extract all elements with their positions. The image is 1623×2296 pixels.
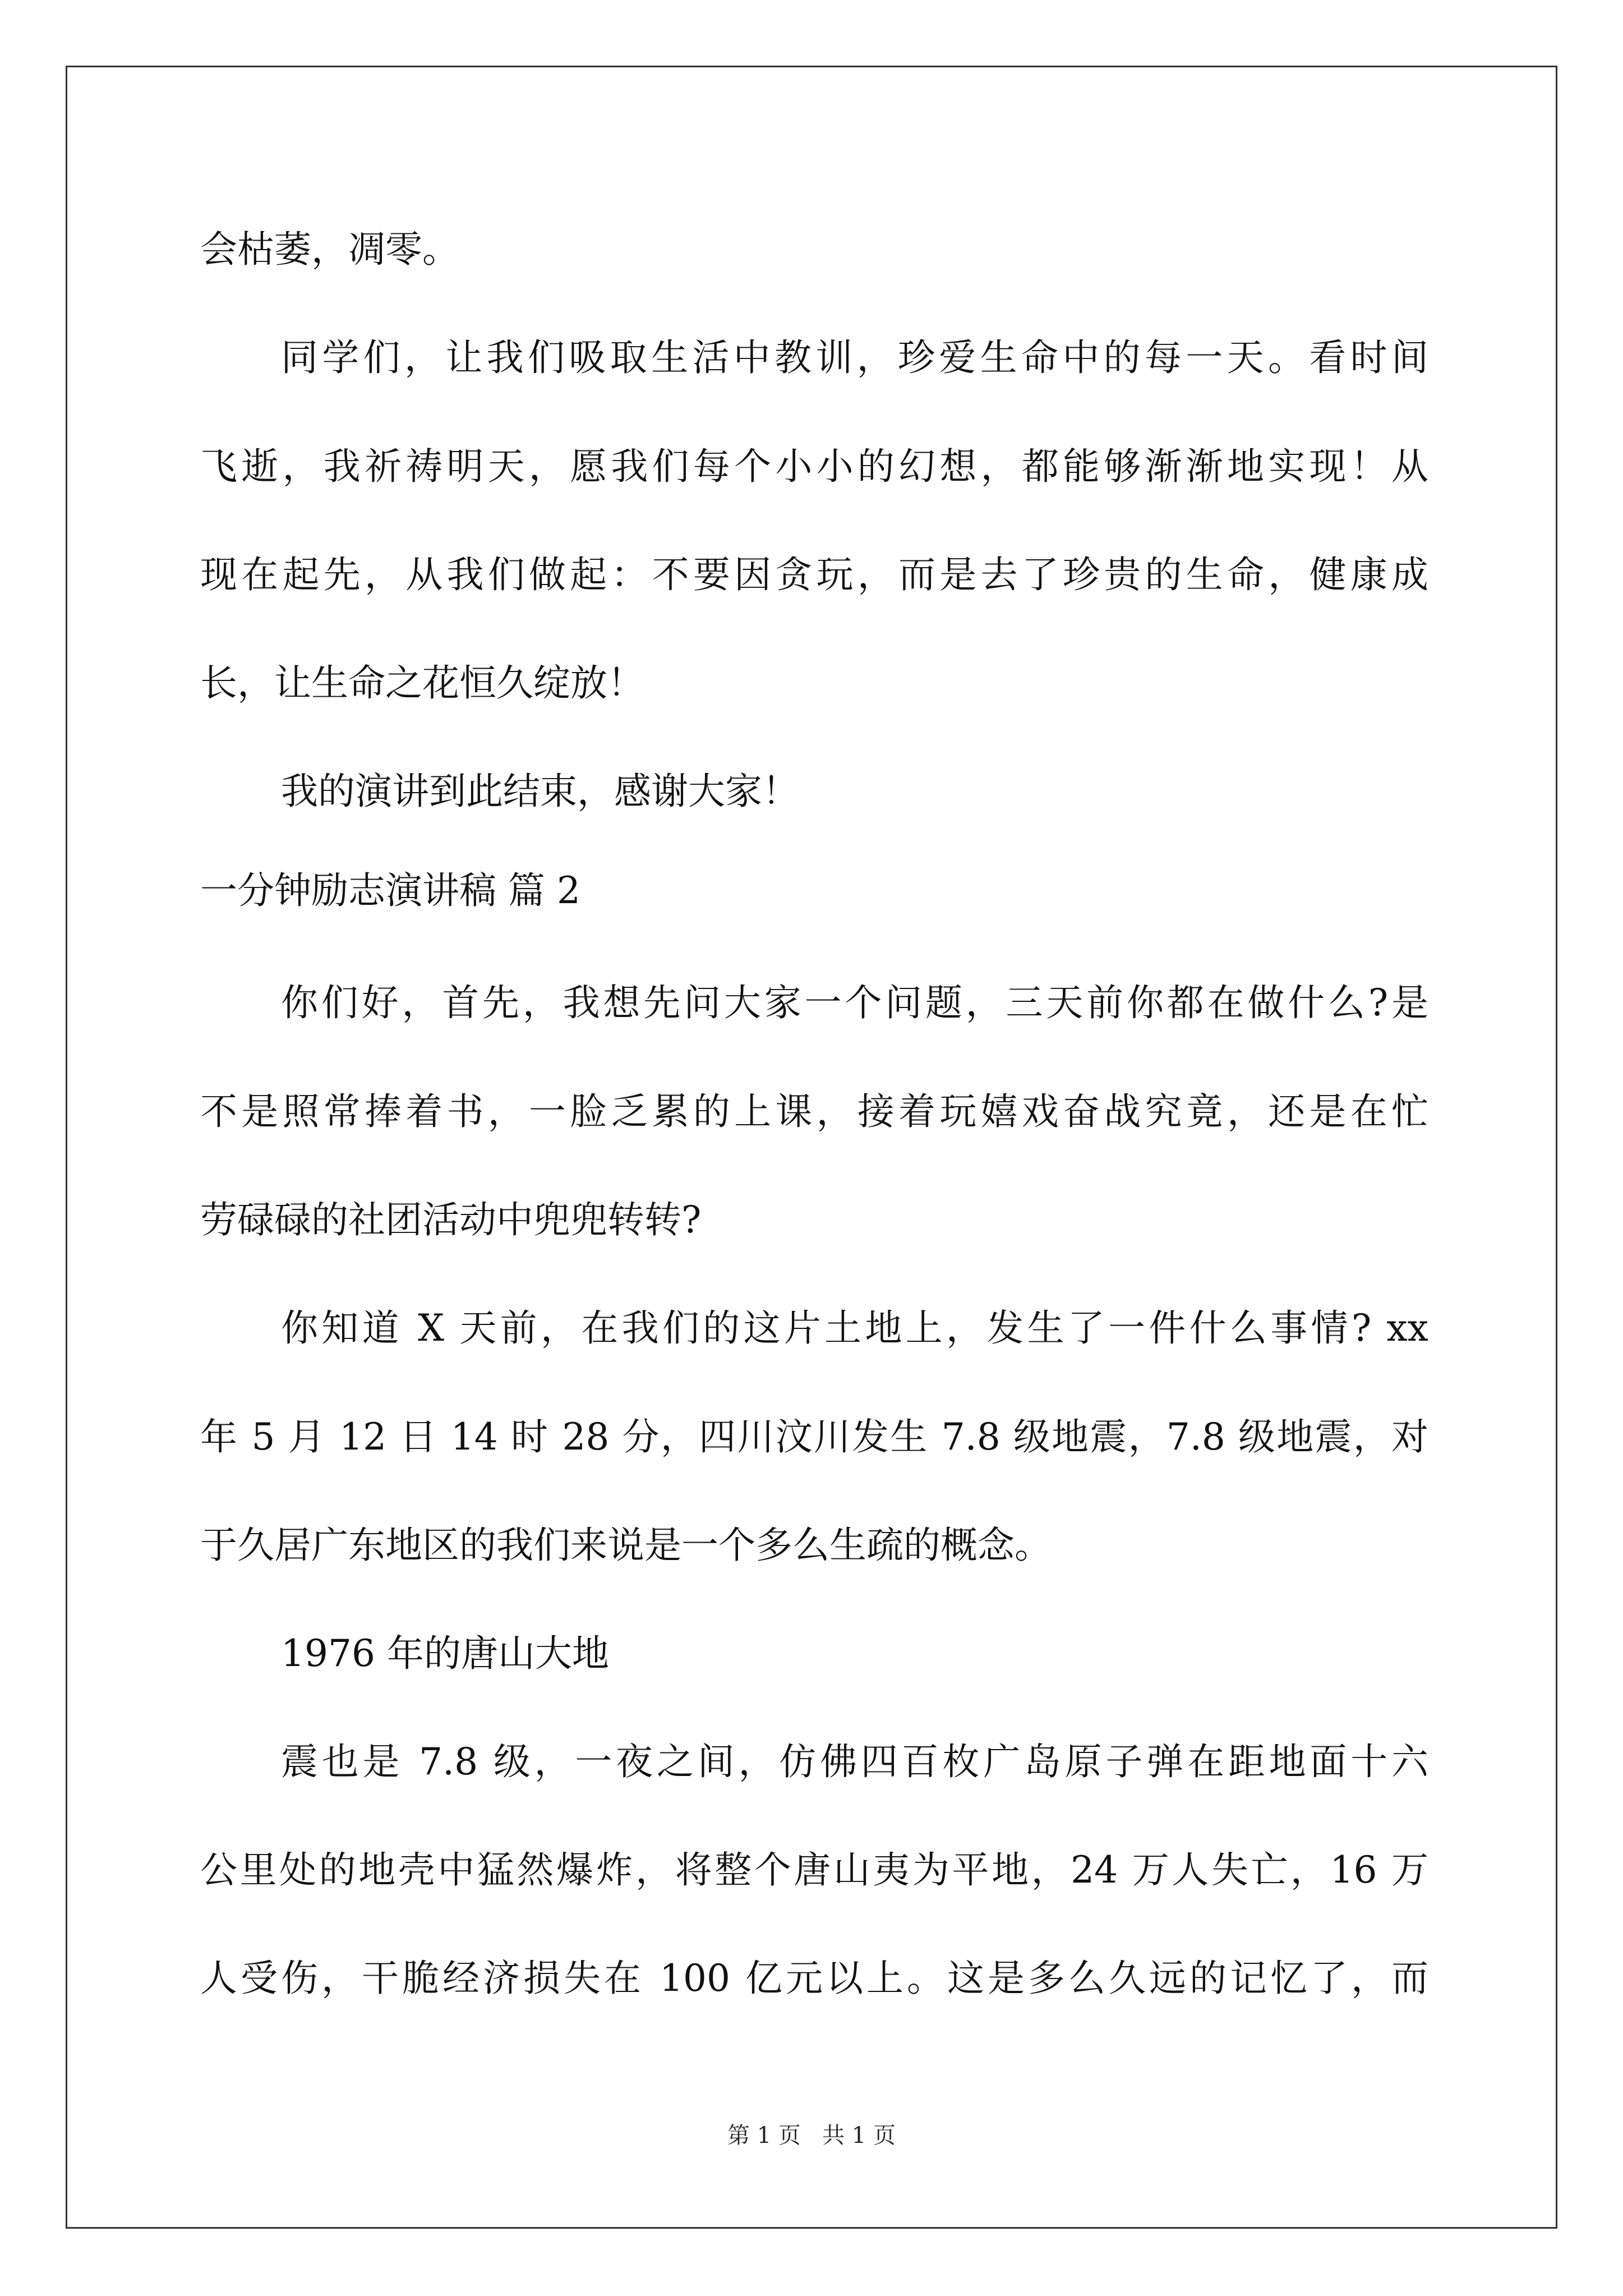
- text-line-11: 你知道 X 天前，在我们的这片土地上，发生了一件什么事情? xx: [281, 1306, 1428, 1350]
- text-line-16: 公里处的地壳中猛然爆炸，将整个唐山夷为平地，24 万人失亡，16 万: [200, 1848, 1428, 1892]
- text-line-5: 长，让生命之花恒久绽放！: [200, 661, 644, 705]
- text-line-15: 震也是 7.8 级，一夜之间，仿佛四百枚广岛原子弹在距地面十六: [281, 1740, 1428, 1783]
- page-border: [66, 66, 1557, 2229]
- text-line-8: 你们好，首先，我想先问大家一个问题，三天前你都在做什么?是: [281, 981, 1428, 1024]
- text-line-10: 劳碌碌的社团活动中兜兜转转?: [200, 1198, 702, 1241]
- text-line-14: 1976 年的唐山大地: [281, 1632, 609, 1675]
- text-line-3: 飞逝，我祈祷明天，愿我们每个小小的幻想，都能够渐渐地实现！从: [200, 445, 1428, 488]
- text-line-2: 同学们，让我们吸取生活中教训，珍爱生命中的每一天。看时间: [281, 336, 1428, 379]
- text-line-6: 我的演讲到此结束，感谢大家！: [281, 770, 799, 813]
- text-line-4: 现在起先，从我们做起：不要因贪玩，而是去了珍贵的生命，健康成: [200, 553, 1428, 596]
- text-line-9: 不是照常捧着书，一脸乏累的上课，接着玩嬉戏奋战究竟，还是在忙: [200, 1090, 1428, 1133]
- page-footer: 第 1 页 共 1 页: [727, 2123, 896, 2148]
- text-line-1: 会枯萎，凋零。: [200, 228, 459, 271]
- section-heading: 一分钟励志演讲稿 篇 2: [200, 869, 580, 912]
- text-line-13: 于久居广东地区的我们来说是一个多么生疏的概念。: [200, 1524, 1052, 1567]
- text-line-17: 人受伤，干脆经济损失在 100 亿元以上。这是多么久远的记忆了，而: [200, 1957, 1428, 2000]
- text-line-12: 年 5 月 12 日 14 时 28 分，四川汶川发生 7.8 级地震，7.8 级地震，对: [200, 1415, 1428, 1458]
